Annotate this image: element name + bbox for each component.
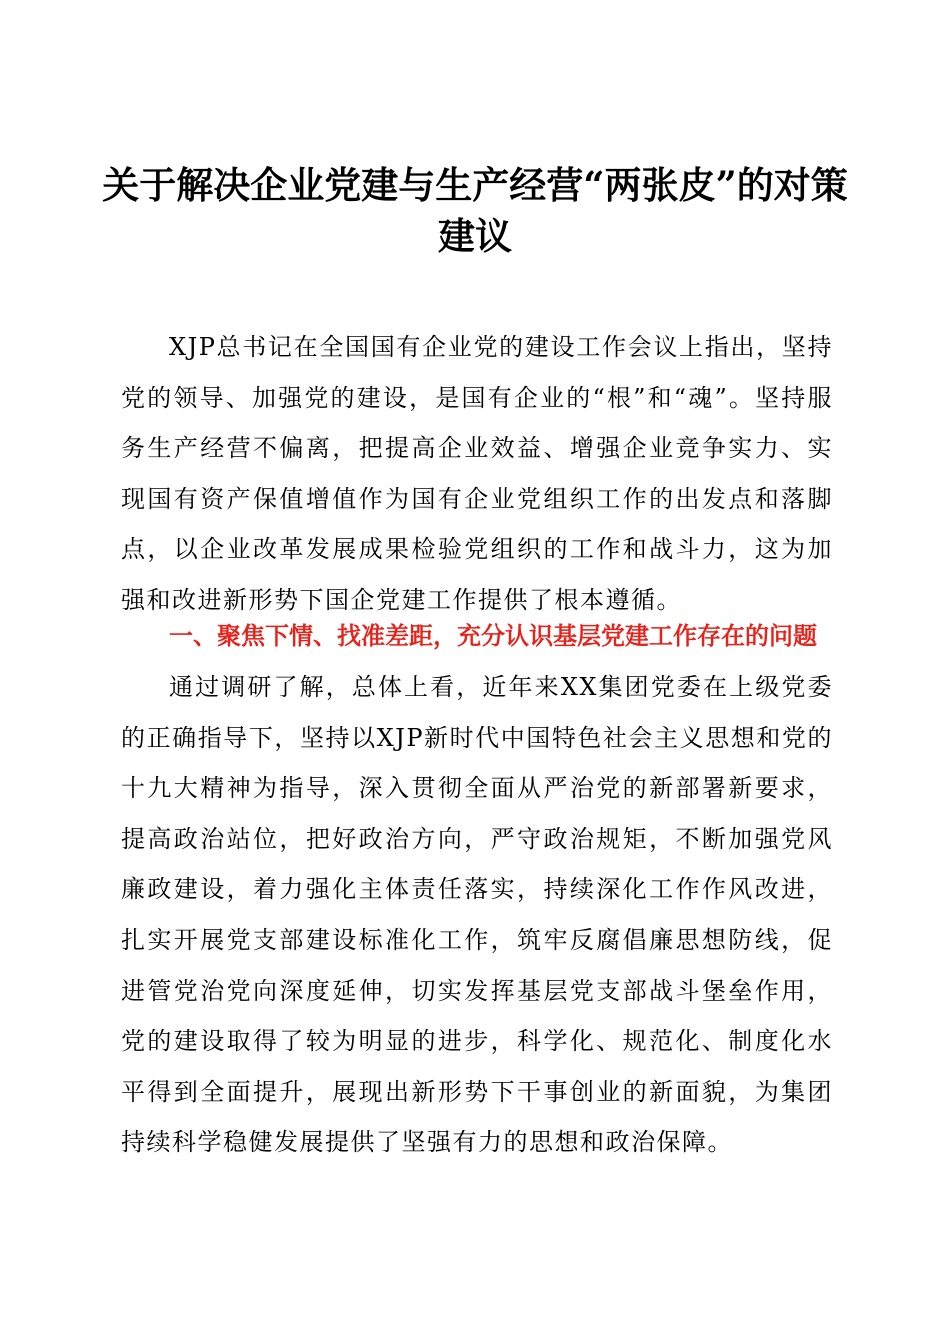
document-title: 关于解决企业党建与生产经营“两张皮”的对策建议 [102,163,848,258]
section-paragraph: 通过调研了解，总体上看，近年来XX集团党委在上级党委的正确指导下，坚持以XJP新时代中国特色社会主义思想和党的十九大精神为指导，深入贯彻全面从严治党的新部署新要求，提高政治站位，把好政治方向，严守政治规矩，不断加强党风廉政建设，着力强化主体责任落实，持续深化工作作风改进，扎实开展党支部建设标准化工作，筑牢反腐倡廉思想防线，促进管党治党向深度延伸，切实发挥基层党支部战斗堡垒作用，党的建设取得了较为明显的进步，科学化、规范化、制度化水平得到全面提升，展现出新形势下干事创业的新面貌，为集团持续科学稳健发展提供了坚强有力的思想和政治保障。 [121,673,833,1157]
intro-paragraph: XJP总书记在全国国有企业党的建设工作会议上指出，坚持党的领导、加强党的建设，是国有企业的“根”和“魂”。坚持服务生产经营不偏离，把提高企业效益、增强企业竞争实力、实现国有资产保值增值作为国有企业党组织工作的出发点和落脚点，以企业改革发展成果检验党组织的工作和战斗力，这为加强和改进新形势下国企党建工作提供了根本遵循。 [121,333,833,614]
section-heading: 一、聚焦下情、找准差距，充分认识基层党建工作存在的问题 [169,622,817,650]
